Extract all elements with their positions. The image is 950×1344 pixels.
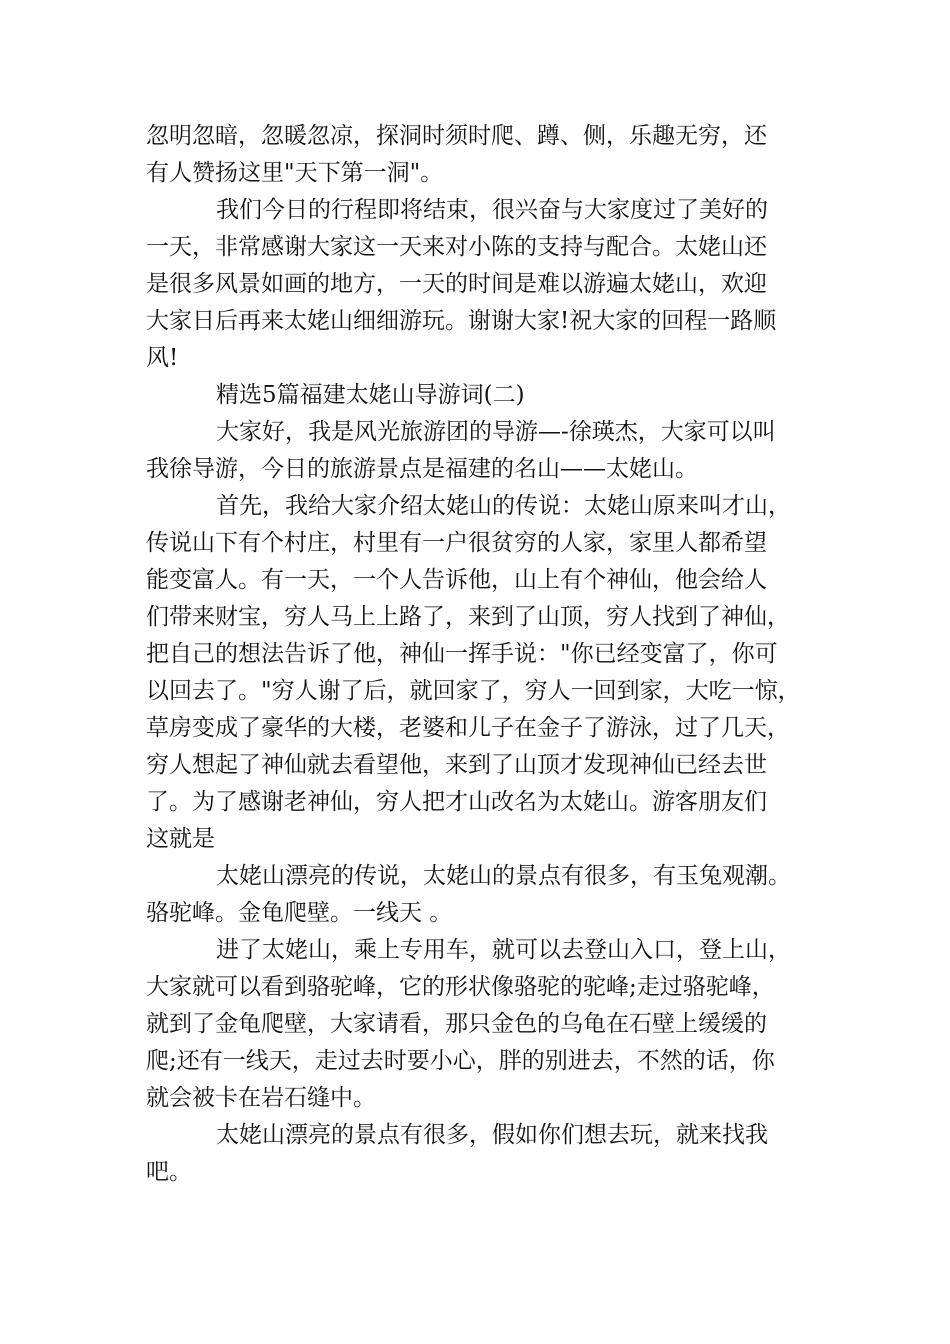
text-line: 大家日后再来太姥山细细游玩。谢谢大家!祝大家的回程一路顺 [146,308,777,334]
text-line: 传说山下有个村庄，村里有一户很贫穷的人家，家里人都希望 [146,530,767,556]
text-line: 大家就可以看到骆驼峰，它的形状像骆驼的驼峰;走过骆驼峰， [146,974,775,1000]
text-line: 太姥山漂亮的传说，太姥山的景点有很多，有玉兔观潮。 [216,863,791,889]
document-body [146,118,818,1191]
text-line: 是很多风景如画的地方，一天的时间是难以游遍太姥山，欢迎 [146,271,767,297]
text-line: 爬;还有一线天，走过去时要小心，胖的别进去，不然的话，你 [146,1048,775,1074]
text-line: 我们今日的行程即将结束，很兴奋与大家度过了美好的 [216,197,768,223]
paragraph-cave-description [146,118,818,192]
text-line: 草房变成了豪华的大楼，老婆和儿子在金子了游泳，过了几天， [146,715,790,741]
text-line: 大家好，我是风光旅游团的导游—-徐瑛杰，大家可以叫 [216,419,776,445]
section-heading [146,377,818,414]
text-line: 能变富人。有一天，一个人告诉他，山上有个神仙，他会给人 [146,567,767,593]
paragraph-greeting [146,414,818,488]
text-line: 这就是 [146,826,215,852]
text-line: 了。为了感谢老神仙，穷人把才山改名为太姥山。游客朋友们 [146,789,767,815]
text-line: 就会被卡在岩石缝中。 [146,1085,376,1111]
text-line: 忽明忽暗，忽暖忽凉，探洞时须时爬、蹲、侧，乐趣无穷，还 [146,123,767,149]
text-line: 有人赞扬这里"天下第一洞"。 [146,160,444,186]
text-line: 首先，我给大家介绍太姥山的传说：太姥山原来叫才山， [216,493,791,519]
paragraph-closing-remarks [146,192,818,377]
text-line: 们带来财宝，穷人马上上路了，来到了山顶，穷人找到了神仙， [146,604,790,630]
text-line: 把自己的想法告诉了他，神仙一挥手说："你已经变富了，你可 [146,641,778,667]
paragraph-scenic-spots [146,858,818,932]
text-line: 以回去了。"穷人谢了后，就回家了，穷人一回到家，大吃一惊， [146,678,801,704]
text-line: 就到了金龟爬壁，大家请看，那只金色的乌龟在石壁上缓缓的 [146,1011,767,1037]
paragraph-invitation [146,1117,818,1191]
paragraph-legend [146,488,818,858]
text-line: 太姥山漂亮的景点有很多，假如你们想去玩，就来找我 [216,1122,768,1148]
section-title: 精选5篇福建太姥山导游词(二) [216,382,525,408]
text-line: 吧。 [146,1159,192,1185]
text-line: 进了太姥山，乘上专用车，就可以去登山入口，登上山， [216,937,791,963]
text-line: 一天，非常感谢大家这一天来对小陈的支持与配合。太姥山还 [146,234,767,260]
text-line: 风! [146,345,179,371]
text-line: 穷人想起了神仙就去看望他，来到了山顶才发现神仙已经去世 [146,752,767,778]
paragraph-tour-route [146,932,818,1117]
text-line: 我徐导游，今日的旅游景点是福建的名山——太姥山。 [146,456,698,482]
text-line: 骆驼峰。金龟爬壁。一线天 。 [146,900,453,926]
